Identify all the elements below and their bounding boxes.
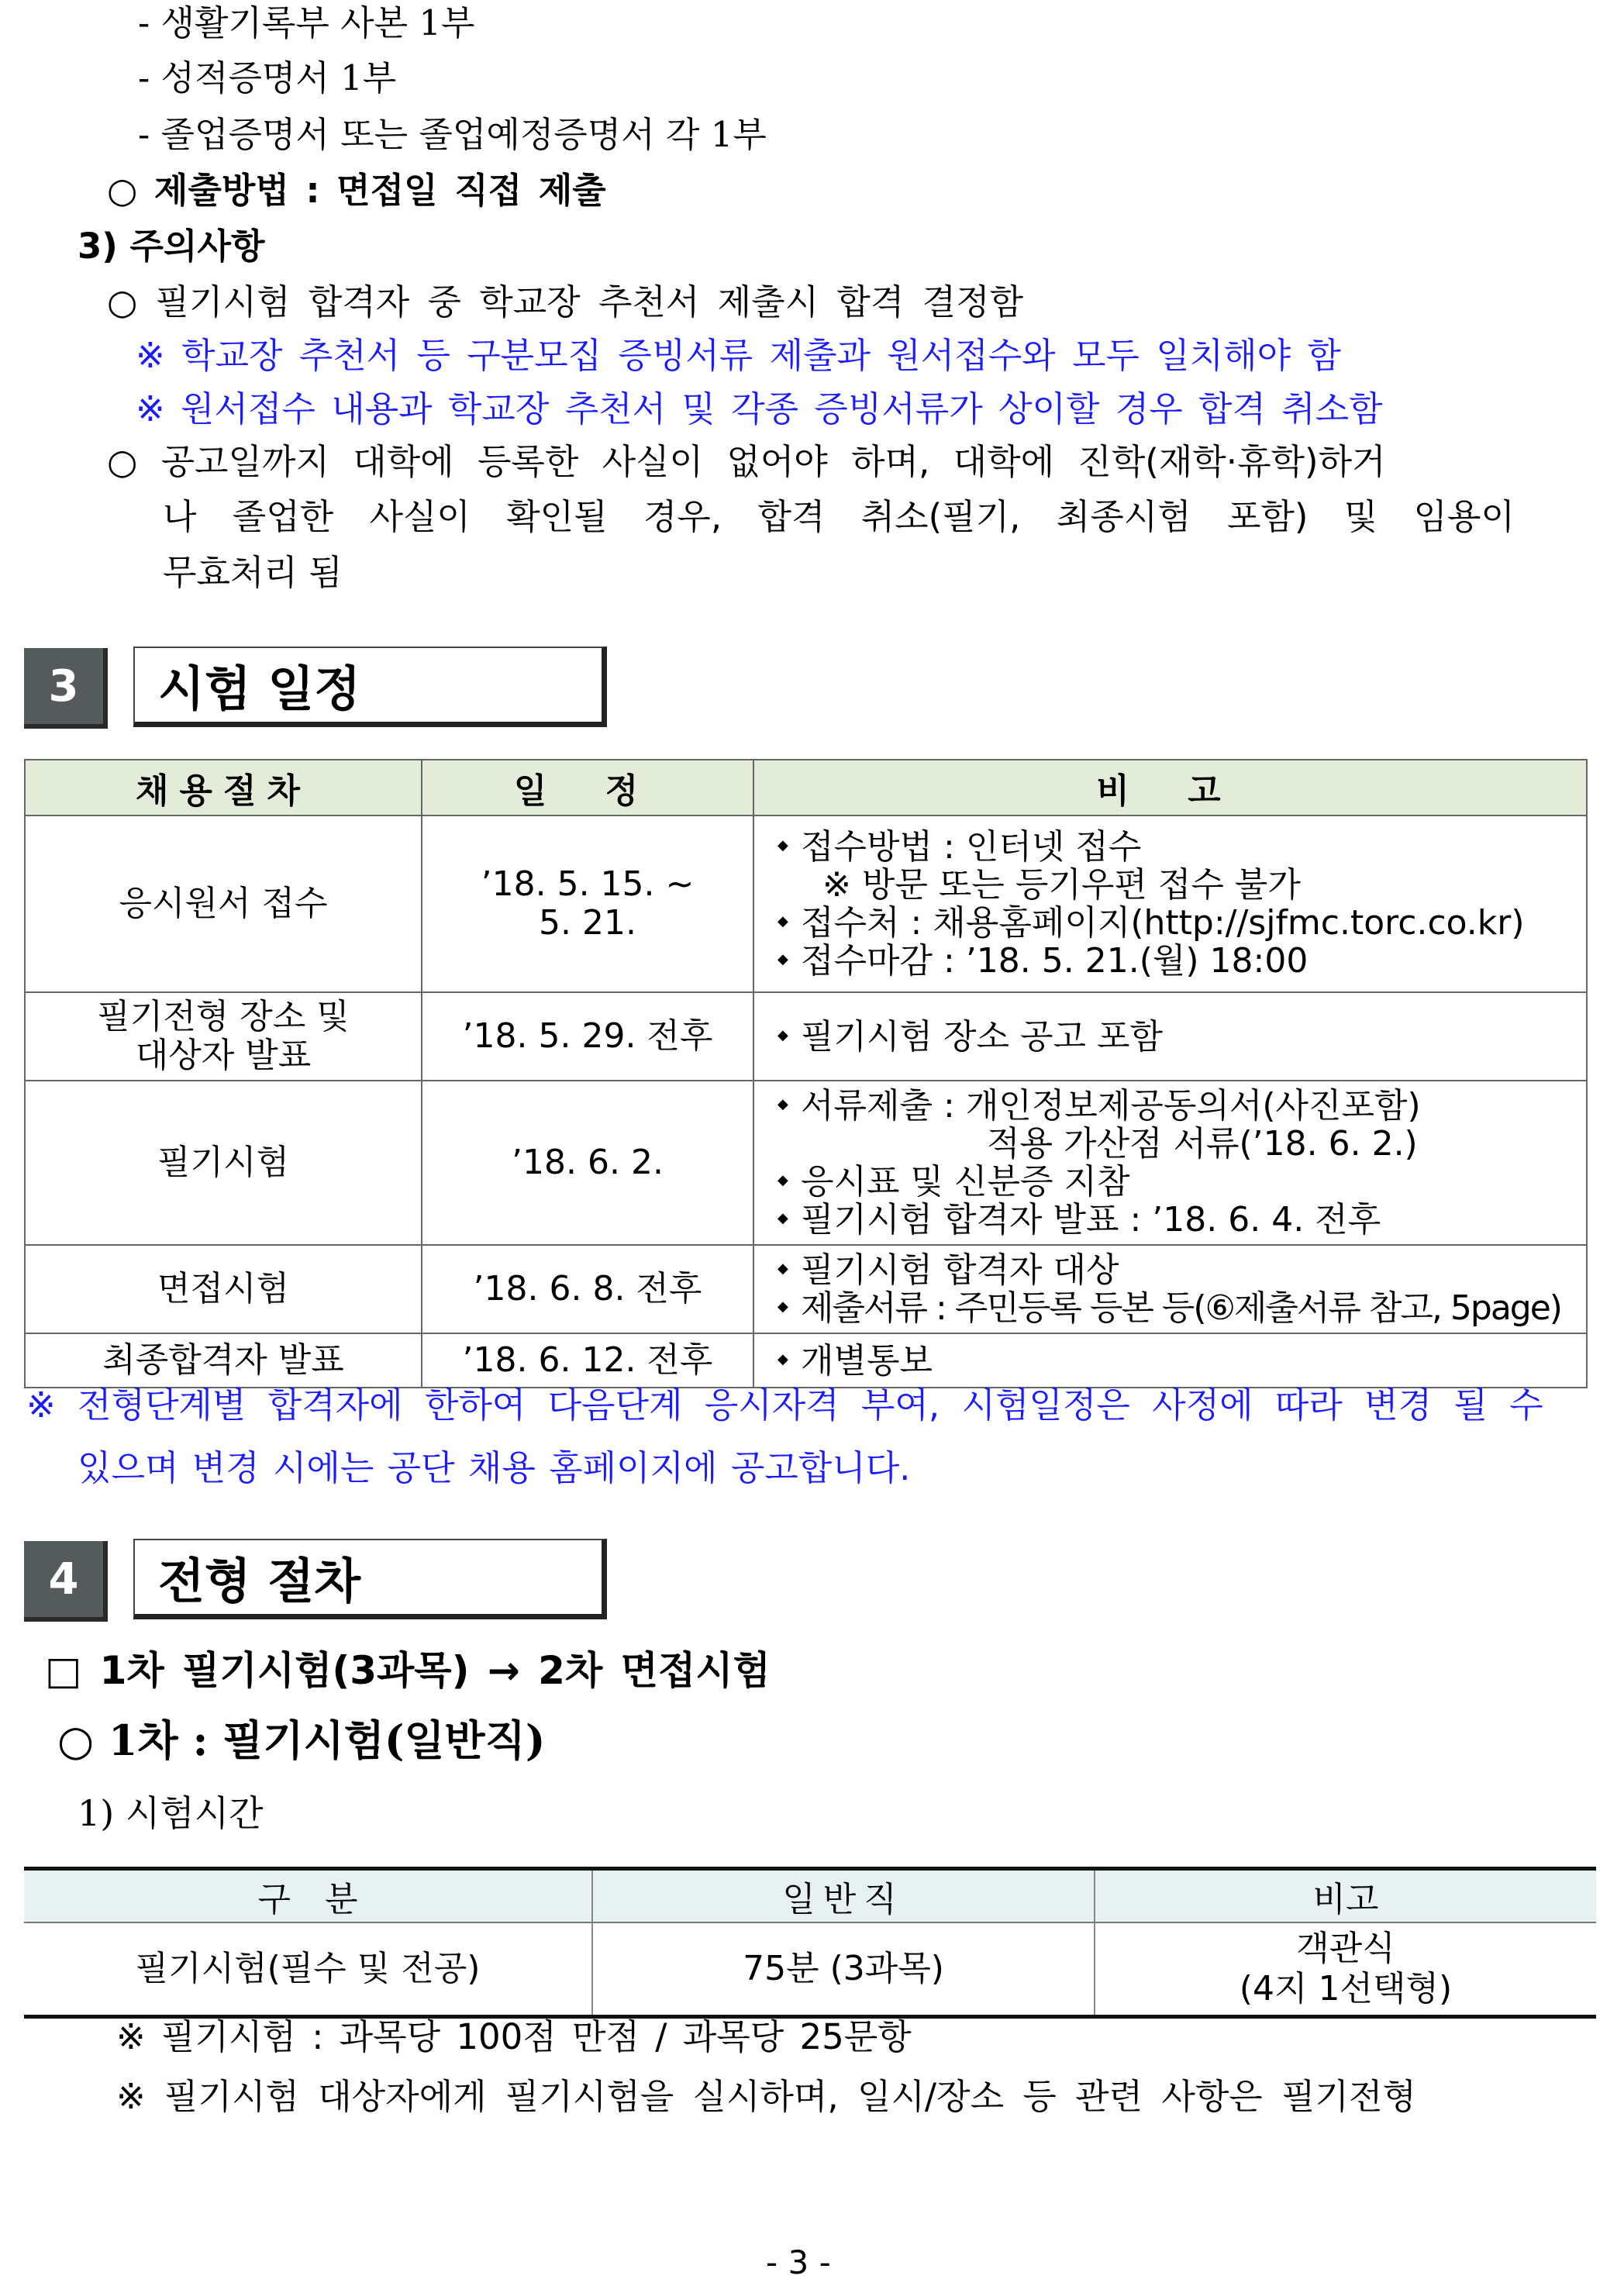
warning-note: ※ 학교장 추천서 등 구분모집 증빙서류 제출과 원서접수와 모두 일치해야 함 [136,335,1341,376]
notes-item-text: ○ 공고일까지 대학에 등록한 사실이 없어야 하며, 대학에 진학(재학·휴학)하거 [107,441,1386,482]
section-title: 전형 절차 [133,1539,607,1619]
note-bullet: ◆ 응시표 및 신분증 지참 [778,1163,1586,1201]
column-header: 일반직 [592,1869,1095,1923]
notes-cell [753,1081,1587,1245]
note-cell [1095,1922,1596,2017]
step-cell: 응시원서 접수 [25,815,422,992]
page-number: - 3 - [766,2243,831,2281]
step-line: 대상자 발표 [135,1036,312,1075]
notes-cell [753,815,1587,992]
date-cell: ’18. 5. 29. 전후 [422,992,753,1081]
stage-heading: ○ 1차 : 필기시험(일반직) [57,1715,546,1765]
notes-item-line-3: 무효처리 됨 [163,552,343,593]
category-cell: 필기시험(필수 및 전공) [24,1922,592,2017]
exam-note: ※ 필기시험 대상자에게 필기시험을 실시하며, 일시/장소 등 관련 사항은 필기전형 [116,2076,1416,2117]
note-bullet: ◆ 필기시험 장소 공고 포함 [778,1018,1586,1056]
step-cell [25,992,422,1081]
notes-cell [753,1333,1587,1388]
section-title: 시험 일정 [133,647,607,727]
section-number: 4 [24,1541,108,1622]
doc-list-item: - 성적증명서 1부 [138,57,397,98]
note-subline: ※ 방문 또는 등기우편 접수 불가 [822,865,1301,905]
note-line: 객관식 [1296,1929,1395,1968]
note-bullet: ◆ 접수처 : 채용홈페이지(http://sjfmc.torc.co.kr) [778,904,1586,942]
table-row [25,815,1587,992]
duration-cell: 75분 (3과목) [592,1922,1095,2017]
date-cell: ’18. 6. 8. 전후 [422,1245,753,1333]
step-line: 필기전형 장소 및 [97,997,350,1036]
note-bullet: ◆ 접수마감 : ’18. 5. 21.(월) 18:00 [778,942,1586,980]
table-row [25,1333,1587,1388]
section-number: 3 [24,648,108,729]
table-row [25,992,1587,1081]
schedule-header-row [25,760,1587,815]
table-row [25,1081,1587,1245]
step-cell: 필기시험 [25,1081,422,1245]
column-header: 비 고 [753,760,1587,815]
submission-method: ○ 제출방법 : 면접일 직접 제출 [107,170,606,211]
schedule-footnote: 있으며 변경 시에는 공단 채용 홈페이지에 공고합니다. [78,1447,911,1488]
notes-item: ○ 필기시험 합격자 중 학교장 추천서 제출시 합격 결정함 [107,281,1024,322]
column-header: 채용절차 [25,760,422,815]
exam-time-table [24,1867,1596,2019]
date-cell: ’18. 6. 12. 전후 [422,1333,753,1388]
column-header: 비고 [1095,1869,1596,1923]
schedule-table [24,759,1588,1388]
table-row [25,1245,1587,1333]
note-bullet: ◆ 접수방법 : 인터넷 접수 [778,828,1586,866]
notes-item-line [107,440,1595,484]
schedule-footnote: ※ 전형단계별 합격자에 한하여 다음단계 응시자격 부여, 시험일정은 사정에 따라 변경 될 수 [26,1384,1543,1426]
date-line: ’18. 5. 15. ~ [481,864,695,904]
note-bullet: ◆ 서류제출 : 개인정보제공동의서(사진포함) [778,1087,1586,1125]
note-bullet: ◆ 필기시험 합격자 대상 [778,1251,1586,1289]
warning-note: ※ 원서접수 내용과 학교장 추천서 및 각종 증빙서류가 상이할 경우 합격 취소함 [136,388,1383,429]
sub-heading: 1) 시험시간 [78,1792,264,1834]
doc-list-item: - 졸업증명서 또는 졸업예정증명서 각 1부 [138,114,767,155]
column-header: 일 정 [422,760,753,815]
notes-item-line-1 [107,440,1595,484]
doc-list-item: - 생활기록부 사본 1부 [138,2,475,43]
step-cell: 최종합격자 발표 [25,1333,422,1388]
notes-heading: 3) 주의사항 [78,226,265,267]
note-bullet: ◆ 개별통보 [778,1342,1586,1380]
notes-cell [753,992,1587,1081]
column-header: 구 분 [24,1869,592,1923]
date-cell: ’18. 6. 2. [422,1081,753,1245]
exam-note: ※ 필기시험 : 과목당 100점 만점 / 과목당 25문항 [116,2016,912,2057]
note-bullet: ◆ 제출서류 : 주민등록 등본 등(⑥제출서류 참고, 5page) [778,1289,1586,1327]
table-row [24,1922,1596,2017]
note-bullet: ◆ 필기시험 합격자 발표 : ’18. 6. 4. 전후 [778,1201,1586,1239]
note-line: (4지 1선택형) [1239,1969,1453,2009]
date-cell [422,815,753,992]
step-cell: 면접시험 [25,1245,422,1333]
time-header-row [24,1869,1596,1923]
notes-item-line-2: 나 졸업한 사실이 확인될 경우, 합격 취소(필기, 최종시험 포함) 및 임용이 [163,496,1515,537]
note-subline: 적용 가산점 서류(’18. 6. 2.) [987,1124,1418,1164]
notes-cell [753,1245,1587,1333]
process-summary: □ 1차 필기시험(3과목) → 2차 면접시험 [45,1648,771,1693]
date-line: 5. 21. [539,903,636,943]
